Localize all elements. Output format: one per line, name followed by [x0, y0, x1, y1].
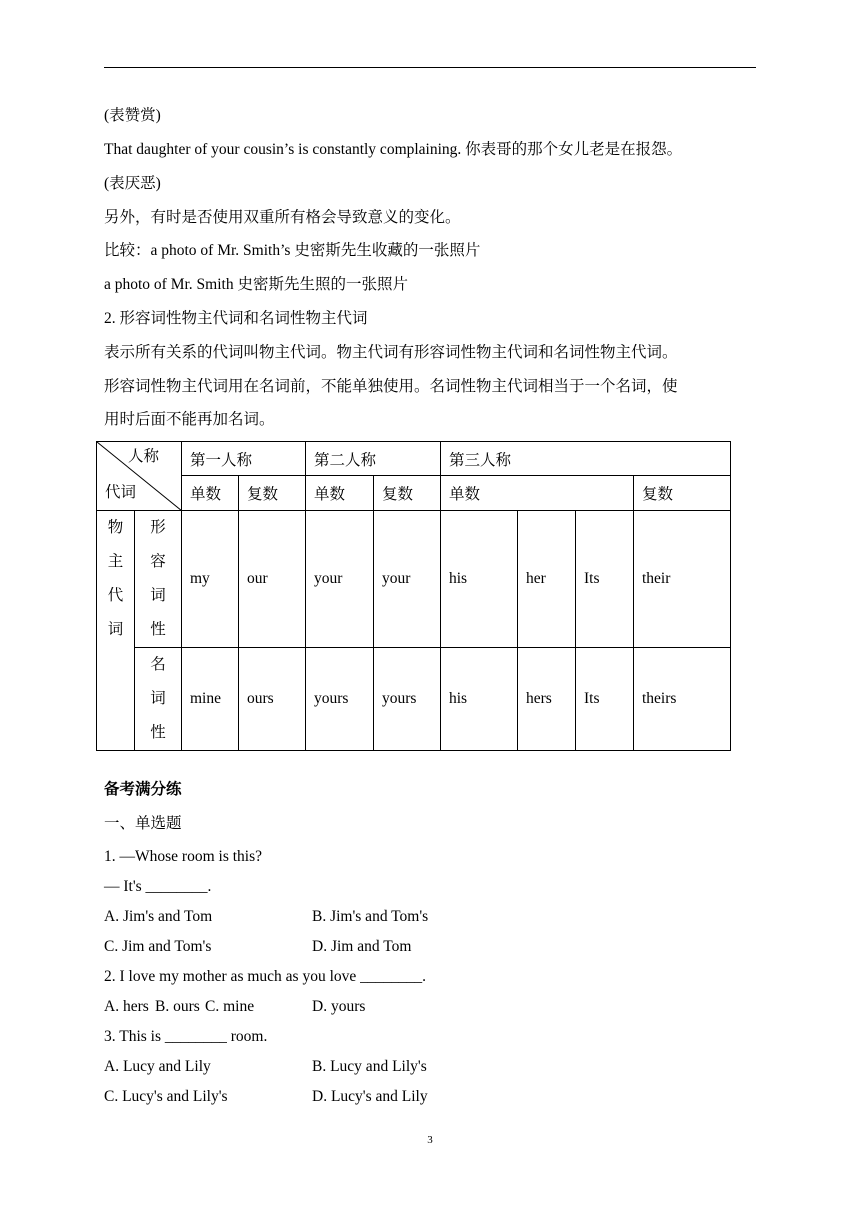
header-singular: 单数	[306, 476, 374, 511]
header-plural: 复数	[374, 476, 441, 511]
noun-label: 名 词 性	[135, 648, 182, 751]
header-singular: 单数	[441, 476, 634, 511]
dislike-note: (表厌恶)	[104, 175, 161, 192]
possessive-pronoun-label: 物 主 代 词	[97, 511, 135, 751]
practice-title: 备考满分练	[104, 781, 182, 798]
table-cell: your	[374, 511, 441, 648]
header-plural: 复数	[239, 476, 306, 511]
table-cell: your	[306, 511, 374, 648]
adjective-label: 形 容 词 性	[135, 511, 182, 648]
table-cell: yours	[306, 648, 374, 751]
option-b[interactable]: B. Lucy and Lily's	[312, 1058, 427, 1075]
table-cell: her	[518, 511, 576, 648]
page-number: 3	[427, 1134, 433, 1146]
section-single-choice: 一、单选题	[104, 815, 182, 832]
table-cell: Its	[576, 511, 634, 648]
option-a[interactable]: A. hers	[104, 998, 149, 1015]
table-cell: their	[634, 511, 731, 648]
header-rule	[104, 67, 756, 68]
header-plural: 复数	[634, 476, 731, 511]
compare-line-2: a photo of Mr. Smith 史密斯先生照的一张照片	[104, 276, 408, 293]
table-cell: theirs	[634, 648, 731, 751]
question-2-stem: 2. I love my mother as much as you love ________.	[104, 968, 427, 985]
option-a[interactable]: A. Jim's and Tom	[104, 908, 213, 925]
table-cell: my	[182, 511, 239, 648]
header-third-person: 第三人称	[441, 442, 731, 476]
header-second-person: 第二人称	[306, 442, 441, 476]
option-d[interactable]: D. Lucy's and Lily	[312, 1088, 428, 1105]
table-cell: ours	[239, 648, 306, 751]
option-b[interactable]: B. Jim's and Tom's	[312, 908, 429, 925]
question-3-stem: 3. This is ________ room.	[104, 1028, 268, 1045]
corner-label-pronoun: 代词	[105, 484, 137, 501]
table-cell: mine	[182, 648, 239, 751]
example-sentence: That daughter of your cousin’s is constantly complaining. 你表哥的那个女儿老是在报怨。	[104, 141, 683, 158]
section-heading: 2. 形容词性物主代词和名词性物主代词	[104, 310, 368, 327]
table-cell: his	[441, 511, 518, 648]
pronoun-table	[96, 441, 731, 751]
paragraph-line-3: 用时后面不能再加名词。	[104, 411, 275, 428]
option-c[interactable]: C. mine	[205, 998, 255, 1015]
paragraph-line-2: 形容词性物主代词用在名词前，不能单独使用。名词性物主代词相当于一个名词，使	[104, 378, 678, 395]
praise-note: (表赞赏)	[104, 107, 161, 124]
option-a[interactable]: A. Lucy and Lily	[104, 1058, 211, 1075]
header-singular: 单数	[182, 476, 239, 511]
table-cell: his	[441, 648, 518, 751]
table-cell: yours	[374, 648, 441, 751]
option-b[interactable]: B. ours	[155, 998, 200, 1015]
table-cell: Its	[576, 648, 634, 751]
corner-label-person: 人称	[127, 448, 159, 465]
question-1-reply: — It's ________.	[104, 878, 212, 895]
paragraph-line-1: 表示所有关系的代词叫物主代词。物主代词有形容词性物主代词和名词性物主代词。	[104, 344, 678, 361]
double-possessive-note: 另外，有时是否使用双重所有格会导致意义的变化。	[104, 209, 461, 226]
compare-line-1: 比较：a photo of Mr. Smith’s 史密斯先生收藏的一张照片	[104, 242, 481, 259]
option-d[interactable]: D. Jim and Tom	[312, 938, 412, 955]
table-corner-cell	[97, 442, 182, 511]
table-cell: hers	[518, 648, 576, 751]
table-cell: our	[239, 511, 306, 648]
header-first-person: 第一人称	[182, 442, 306, 476]
option-c[interactable]: C. Lucy's and Lily's	[104, 1088, 228, 1105]
option-d[interactable]: D. yours	[312, 998, 366, 1015]
option-c[interactable]: C. Jim and Tom's	[104, 938, 212, 955]
question-1-stem: 1. —Whose room is this?	[104, 848, 262, 865]
